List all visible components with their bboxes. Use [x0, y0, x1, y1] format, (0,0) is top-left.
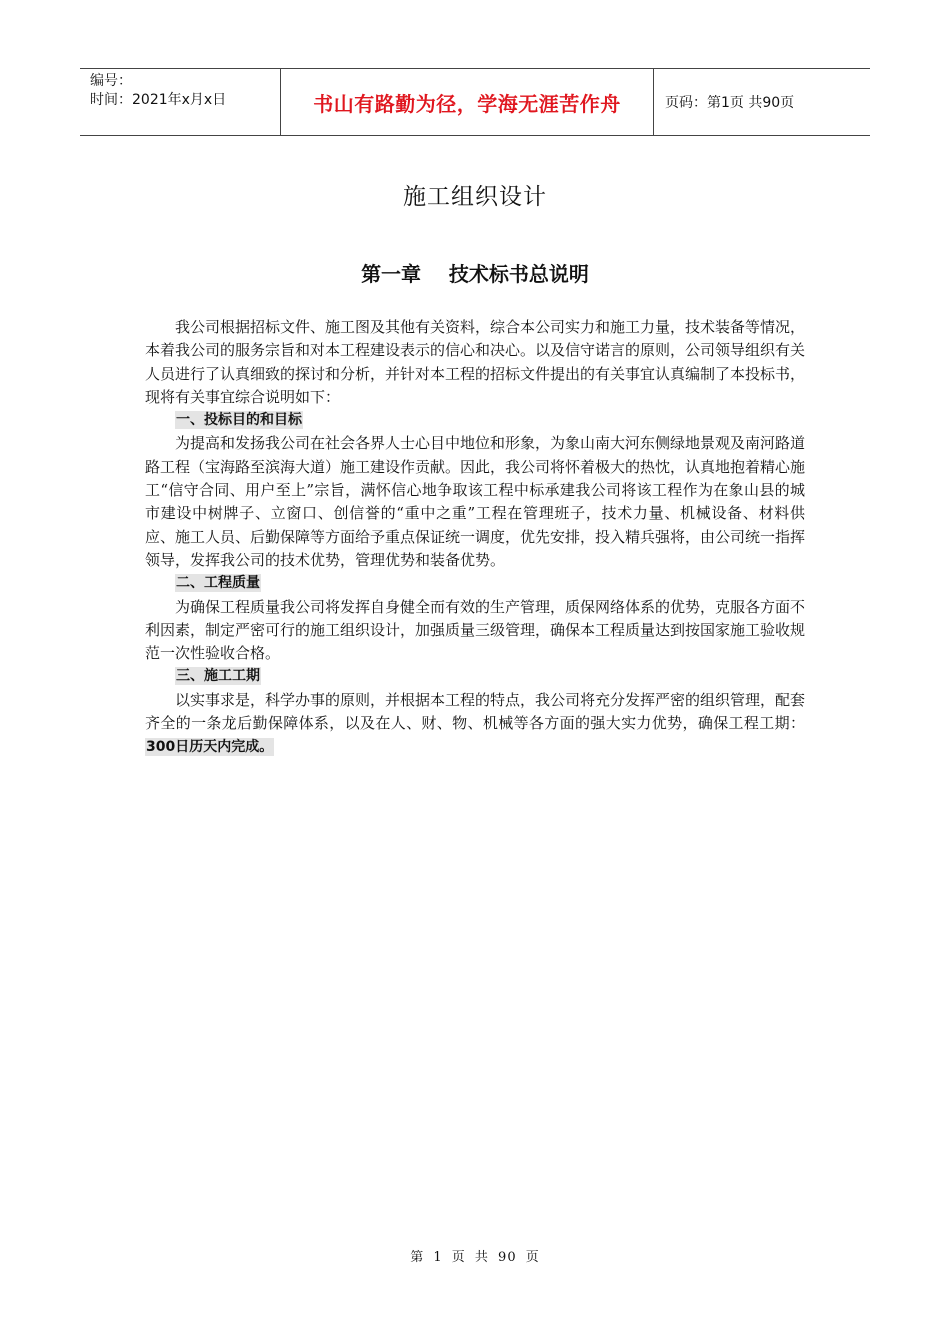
document-body — [145, 316, 805, 760]
doc-time-label: 时间：2021年x月x日 — [90, 92, 227, 108]
section-paragraph: 为确保工程质量我公司将发挥自身健全而有效的生产管理，质保网络体系的优势，克服各方面不利因素，制定严密可行的施工组织设计，加强质量三级管理，确保本工程质量达到按国家施工验收规范一次性验收合格。 — [145, 597, 806, 663]
section-heading: 三、施工工期 — [176, 668, 260, 685]
intro-paragraph: 我公司根据招标文件、施工图及其他有关资料，综合本公司实力和施工力量，技术装备等情况，本着我公司的服务宗旨和对本工程建设表示的信心和决心。以及信守诺言的原则，公司领导组织有关人员进行了认真细致的探讨和分析，并针对本工程的招标文件提出的有关事宜认真编制了本投标书，现将有关事宜综合说明如下： — [145, 318, 806, 406]
header-page-label: 页码：第1页 共90页 — [665, 95, 795, 111]
header-meta — [80, 69, 281, 135]
section-heading: 二、工程质量 — [176, 575, 260, 592]
section-paragraph — [145, 689, 805, 760]
section-heading: 一、投标目的和目标 — [176, 412, 302, 429]
duration-highlight: 300日历天内完成。 — [146, 739, 274, 756]
page-header — [80, 68, 870, 136]
section-text: 以实事求是，科学办事的原则，并根据本工程的特点，我公司将充分发挥严密的组织管理，配套齐全的一条龙后勤保障体系，以及在人、财、物、机械等各方面的强大实力优势，确保工程工期： — [145, 690, 806, 733]
header-motto: 书山有路勤为径，学海无涯苦作舟 — [281, 69, 654, 135]
doc-number-label: 编号： — [90, 73, 132, 89]
document-title: 施工组织设计 — [403, 184, 547, 210]
page-footer: 第 1 页 共 90 页 — [410, 1250, 540, 1265]
section-paragraph: 为提高和发扬我公司在社会各界人士心目中地位和形象，为象山南大河东侧绿地景观及南河路道路工程（宝海路至滨海大道）施工建设作贡献。因此，我公司将怀着极大的热忱，认真地抱着精心施工“信守合同、用户至上”宗旨，满怀信心地争取该工程中标承建我公司将该工程作为在象山县的城市建设中树牌子、立窗口、创信誉的“重中之重”工程在管理班子，技术力量、机械设备、材料供应、施工人员、后勤保障等方面给予重点保证统一调度，优先安排，投入精兵强将，由公司统一指挥领导，发挥我公司的技术优势，管理优势和装备优势。 — [145, 434, 806, 569]
chapter-heading: 第一章 技术标书总说明 — [361, 262, 589, 286]
